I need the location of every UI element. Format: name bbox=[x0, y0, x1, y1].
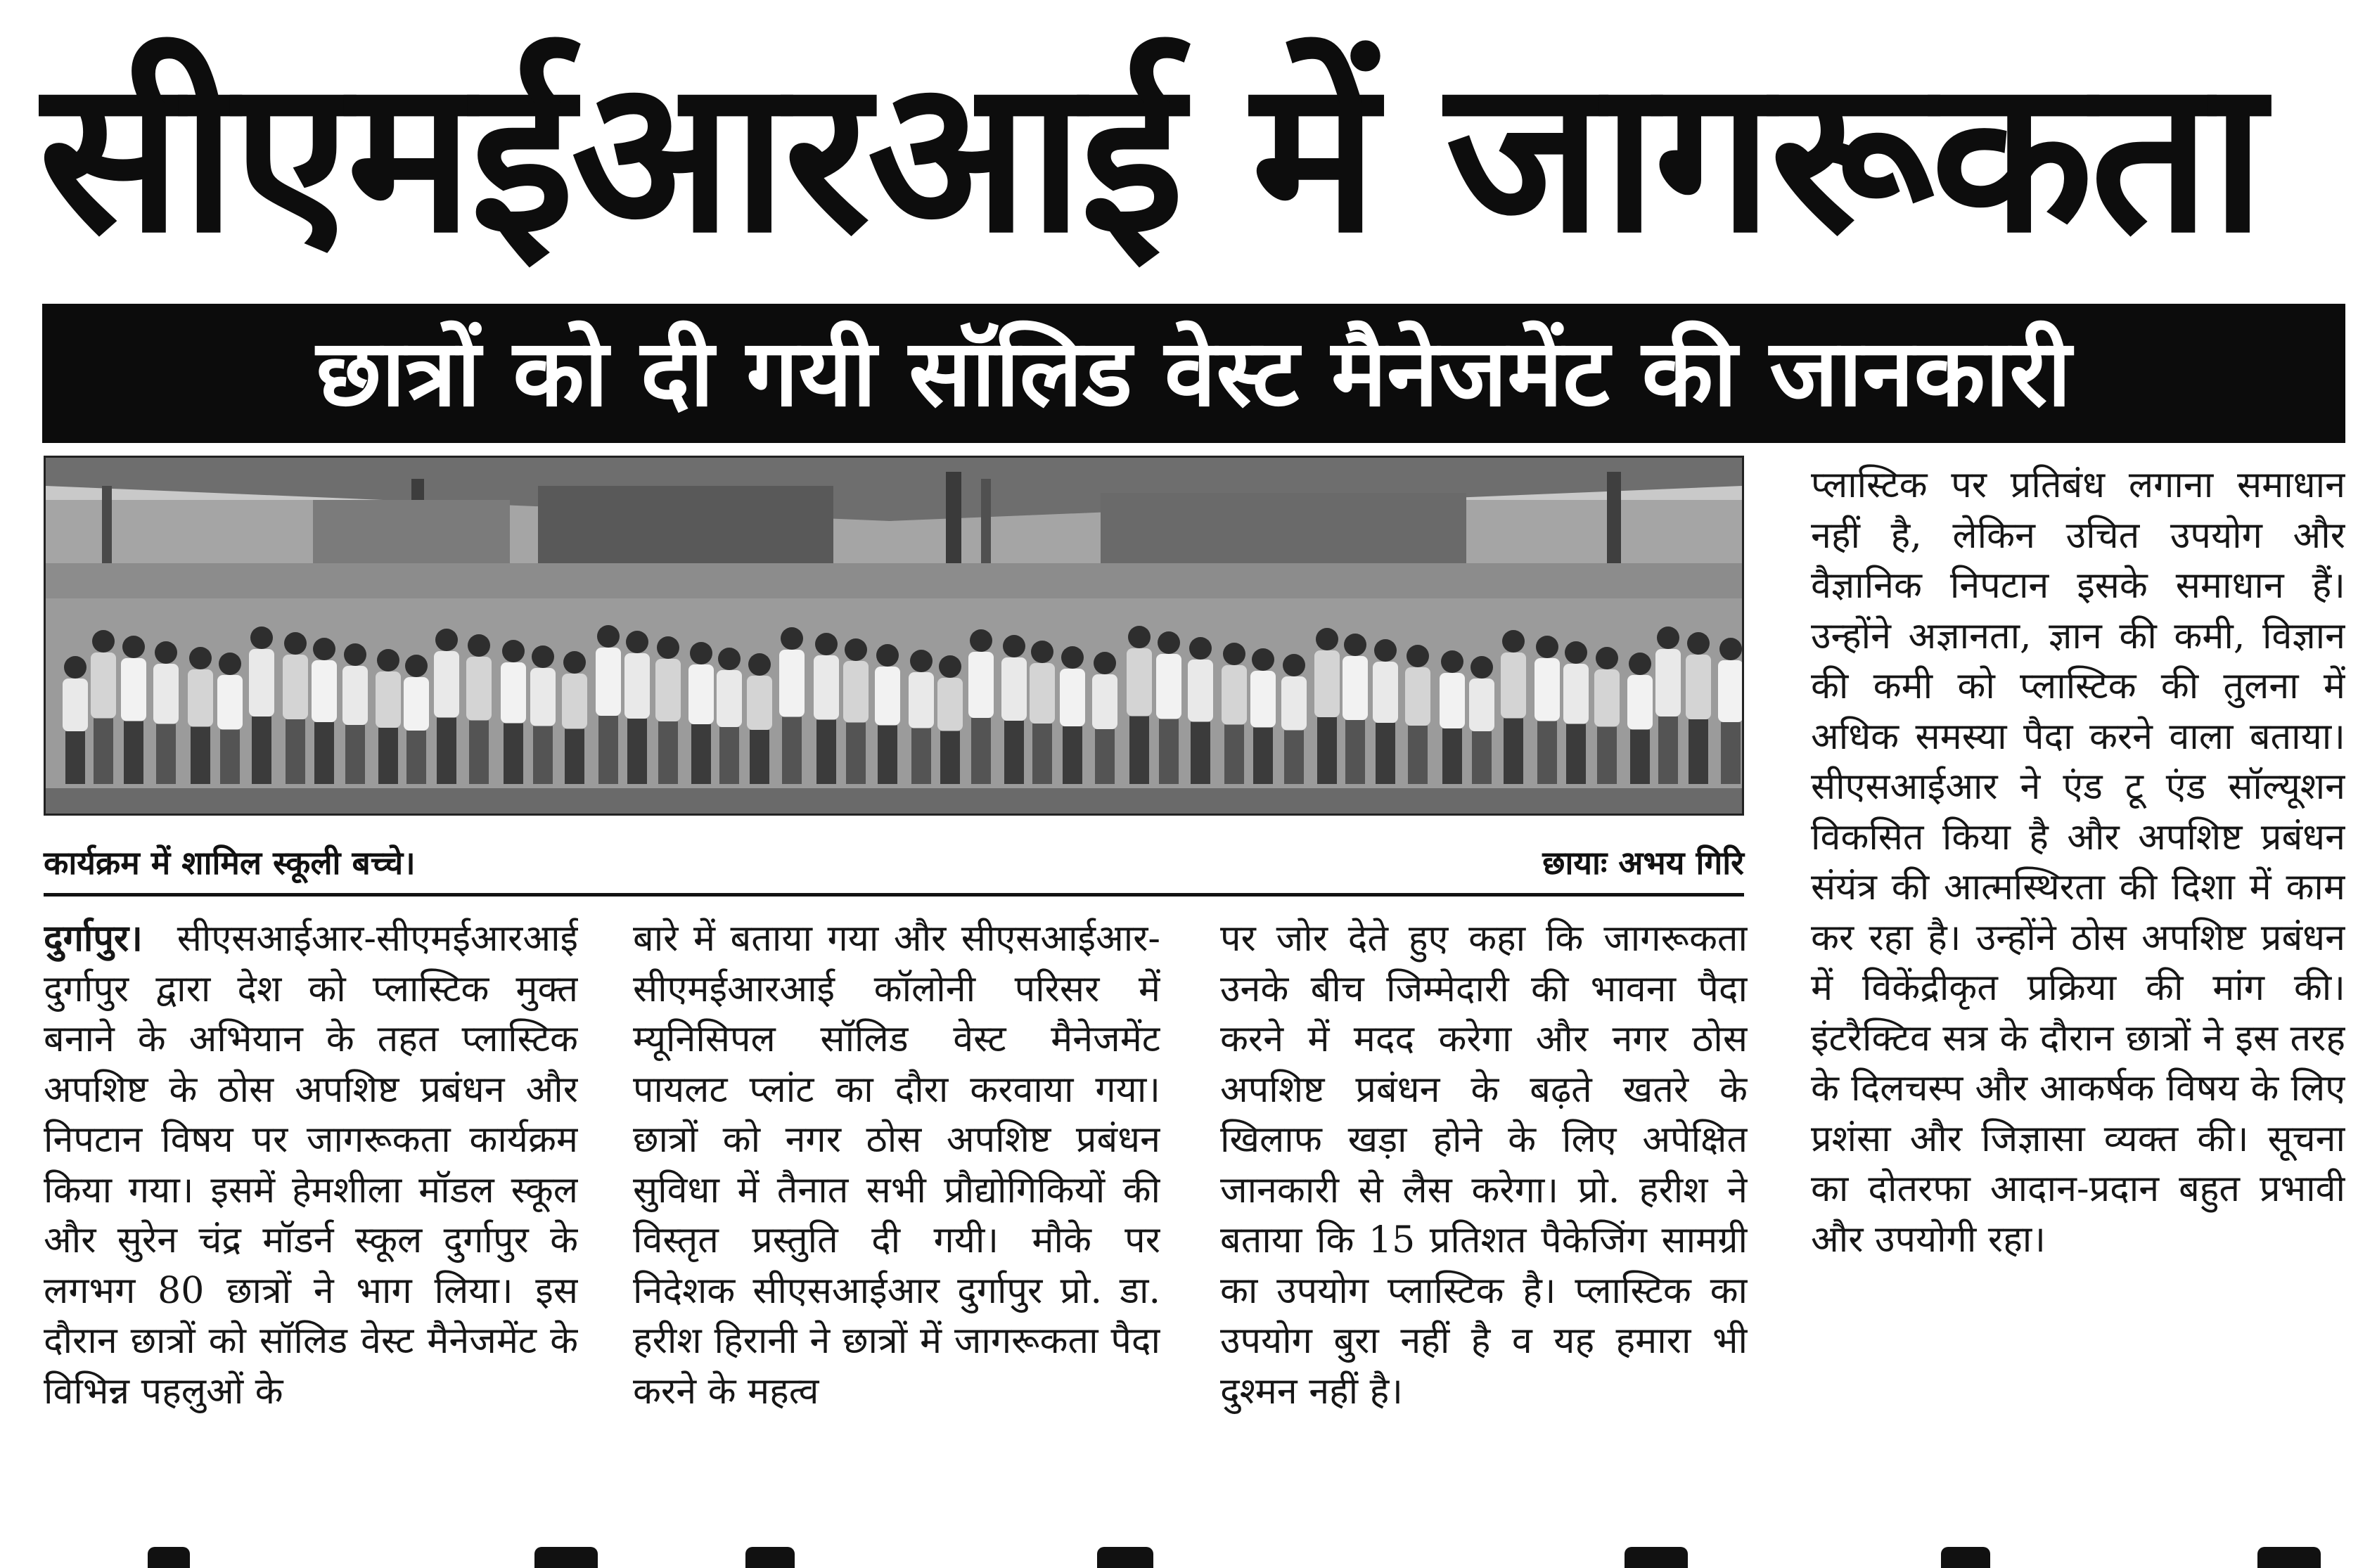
next-article-headline-fragment bbox=[42, 1543, 2342, 1568]
group-photo-illustration bbox=[46, 458, 1742, 814]
article-column-3: पर जोर देते हुए कहा कि जागरूकता उनके बीच जिम्मेदारी की भावना पैदा करने में मदद करेगा और नगर ठोस अपशिष्ट प्रबंधन के बढ़ते खतरे के खिलाफ खड़ा होने के लिए अपेक्षित जानकारी से लैस करेगा। प्रो. हरीश ने बताया कि 15 प्रतिशत पैकेजिंग सामग्री का उपयोग प्लास्टिक है। प्लास्टिक का उपयोग बुरा नहीं है व यह हमारा भी दुश्मन नहीं है। bbox=[1220, 918, 1748, 1413]
group-photo bbox=[44, 456, 1744, 816]
photo-caption: कार्यक्रम में शामिल स्कूली बच्चे। bbox=[44, 844, 416, 882]
photo-credit: छायाः अभय गिरि bbox=[1542, 844, 1744, 882]
article-column-2: बारे में बताया गया और सीएसआईआर- सीएमईआरआई कॉलोनी परिसर में म्यूनिसिपल सॉलिड वेस्ट मैनेजमेंट पायलट प्लांट का दौरा करवाया गया। छात्रों को नगर ठोस अपशिष्ट प्रबंधन सुविधा में तैनात सभी प्रौद्योगिकियों की विस्तृत प्रस्तुति दी गयी। मौके पर निदेशक सीएसआईआर दुर्गापुर प्रो. डा. हरीश हिरानी ने छात्रों में जागरूकता पैदा करने के महत्व bbox=[633, 918, 1160, 1413]
caption-divider bbox=[44, 893, 1744, 897]
article-dateline: दुर्गापुर। bbox=[44, 918, 143, 960]
photo-caption-row bbox=[44, 841, 1744, 885]
article-column-4: प्लास्टिक पर प्रतिबंध लगाना समाधान नहीं है, लेकिन उचित उपयोग और वैज्ञानिक निपटान इसके समाधान हैं। उन्होंने अज्ञानता, ज्ञान की कमी, विज्ञान की कमी को प्लास्टिक की तुलना में अधिक समस्या पैदा करने वाला बताया। सीएसआईआर ने एंड टू एंड सॉल्यूशन विकसित किया है और अपशिष्ट प्रबंधन संयंत्र की आत्मस्थिरता की दिशा में काम कर रहा है। उन्होंने ठोस अपशिष्ट प्रबंधन में विकेंद्रीकृत प्रक्रिया की मांग की। इंटरैक्टिव सत्र के दौरान छात्रों ने इस तरह के दिलचस्प और आकर्षक विषय के लिए प्रशंसा और जिज्ञासा व्यक्त की। सूचना का दोतरफा आदान-प्रदान बहुत प्रभावी और उपयोगी रहा। bbox=[1811, 464, 2345, 1261]
subheadline-band: छात्रों को दी गयी सॉलिड वेस्ट मैनेजमेंट की जानकारी bbox=[42, 304, 2345, 443]
article-column-1 bbox=[44, 914, 578, 1519]
headline: सीएमईआरआई में जागरूकता bbox=[39, 35, 2262, 278]
article-column-1-text: सीएसआईआर-सीएमईआरआई दुर्गापुर द्वारा देश को प्लास्टिक मुक्त बनाने के अभियान के तहत प्लास्टिक अपशिष्ट के ठोस अपशिष्ट प्रबंधन और निपटान विषय पर जागरूकता कार्यक्रम किया गया। इसमें हेमशीला मॉडल स्कूल और सुरेन चंद्र मॉडर्न स्कूल दुर्गापुर के लगभग 80 छात्रों ने भाग लिया। इस दौरान छात्रों को सॉलिड वेस्ट मैनेजमेंट के विभिन्न पहलुओं के bbox=[44, 918, 578, 1413]
